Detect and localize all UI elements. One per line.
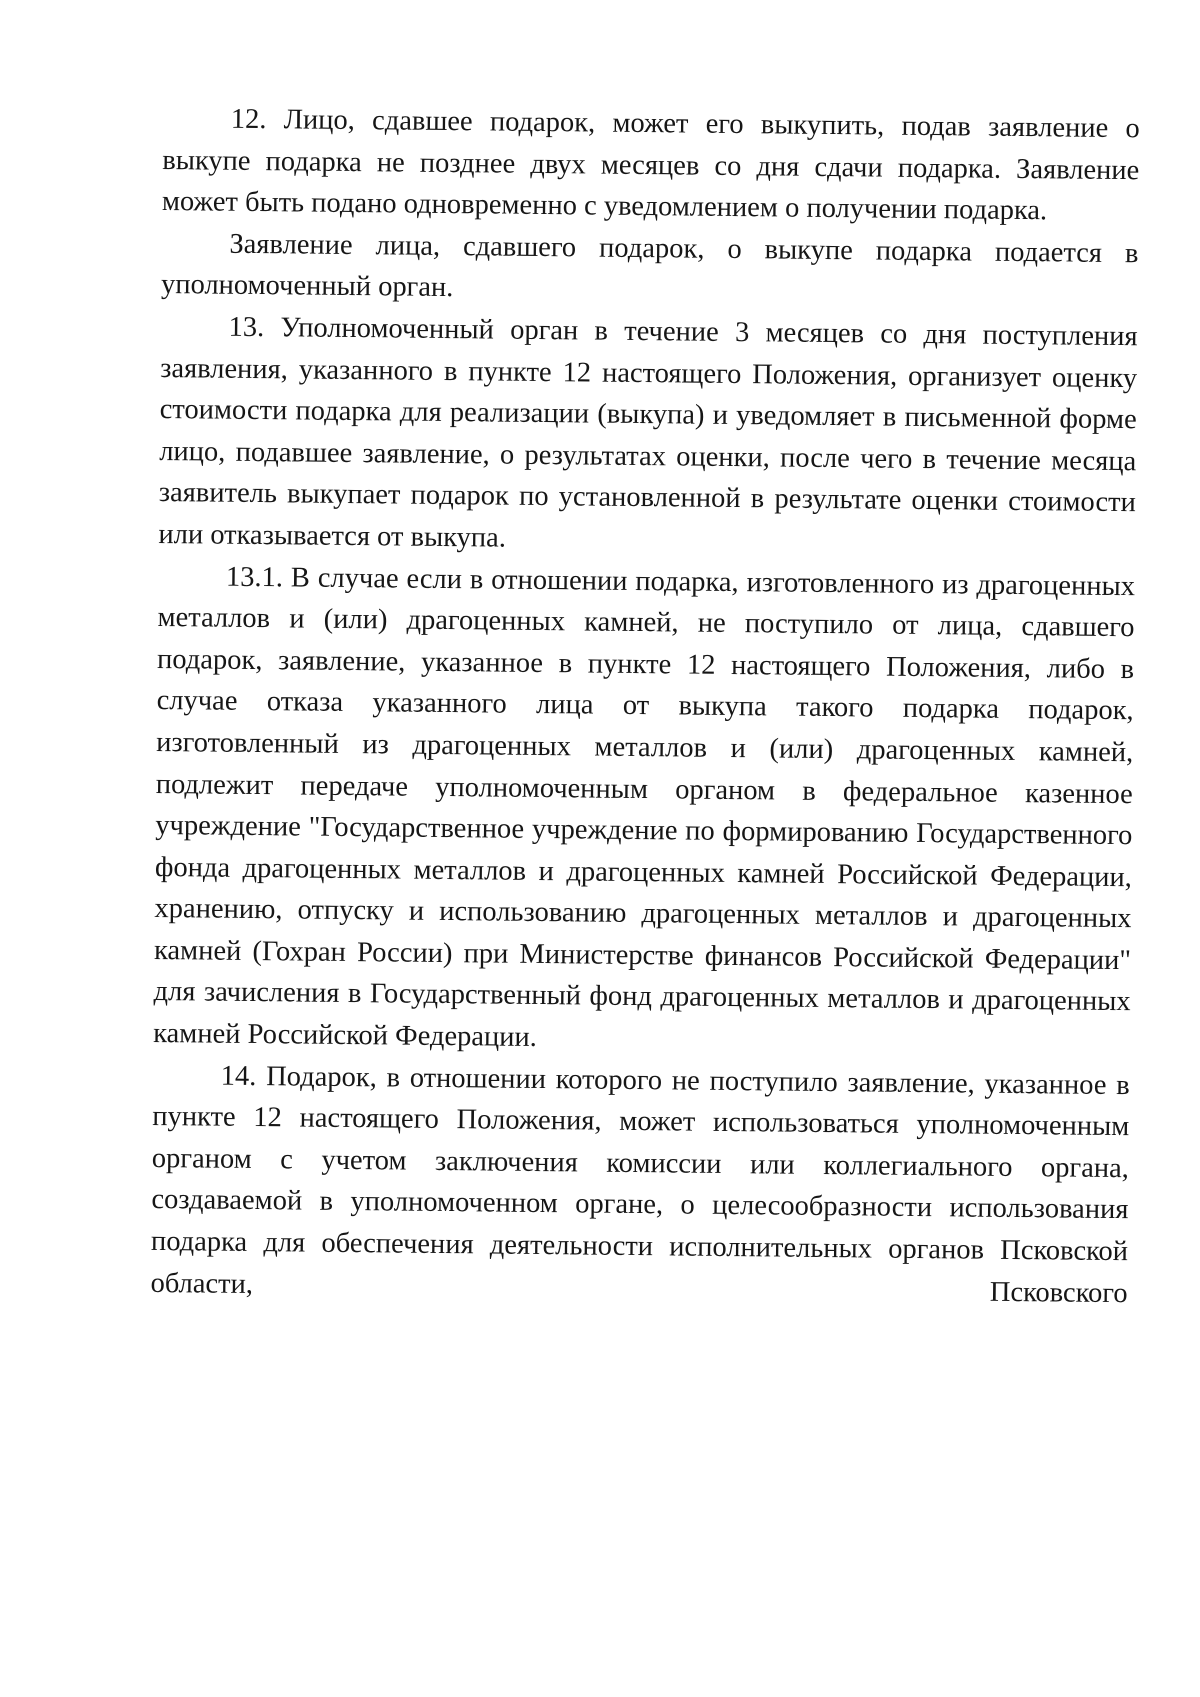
paragraph-12: 12. Лицо, сдавшее подарок, может его выкупить, подав заявление о выкупе подарка не позднее двух месяцев со дня сдачи подарка. Заявление может быть подано одновременно с уведомлением о получении подарка.	[161, 103, 1140, 227]
paragraph-13: 13. Уполномоченный орган в течение 3 месяцев со дня поступления заявления, указанного в пункте 12 настоящего Положения, организует оценку стоимости подарка для реализации (выкупа) и уведомляет в письменной форме лицо, подавшее заявление, о результатах оценки, после чего в течение месяца заявитель выкупает подарок по установленной в результате оценки стоимости или отказывается от выкупа.	[158, 311, 1138, 554]
paragraph-14: 14. Подарок, в отношении которого не поступило заявление, указанное в пункте 12 настоящего Положения, может использоваться уполномоченным органом с учетом заключения комиссии или коллегиального органа, создаваемой в уполномоченном органе, о целесообразности использования подарка для обеспечения деятельности исполнительных органов Псковской области, Псковского	[150, 1060, 1130, 1309]
document-body	[150, 98, 1140, 1314]
paragraph-13-1: 13.1. В случае если в отношении подарка, изготовленного из драгоценных металлов и (или) драгоценных камней, не поступило от лица, сдавшего подарок, заявление, указанное в пункте 12 настоящего Положения, либо в случае отказа указанного лица от выкупа такого подарка подарок, изготовленный из драгоценных металлов и (или) драгоценных камней, подлежит передаче уполномоченным органом в федеральное казенное учреждение "Государственное учреждение по формированию Государственного фонда драгоценных металлов и драгоценных камней Российской Федерации, хранению, отпуску и использованию драгоценных металлов и драгоценных камней (Гохран России) при Министерстве финансов Российской Федерации" для зачисления в Государственный фонд драгоценных металлов и драгоценных камней Российской Федерации.	[153, 561, 1136, 1054]
paragraph-12-statement: Заявление лица, сдавшего подарок, о выкупе подарка подается в уполномоченный орган.	[160, 228, 1139, 304]
